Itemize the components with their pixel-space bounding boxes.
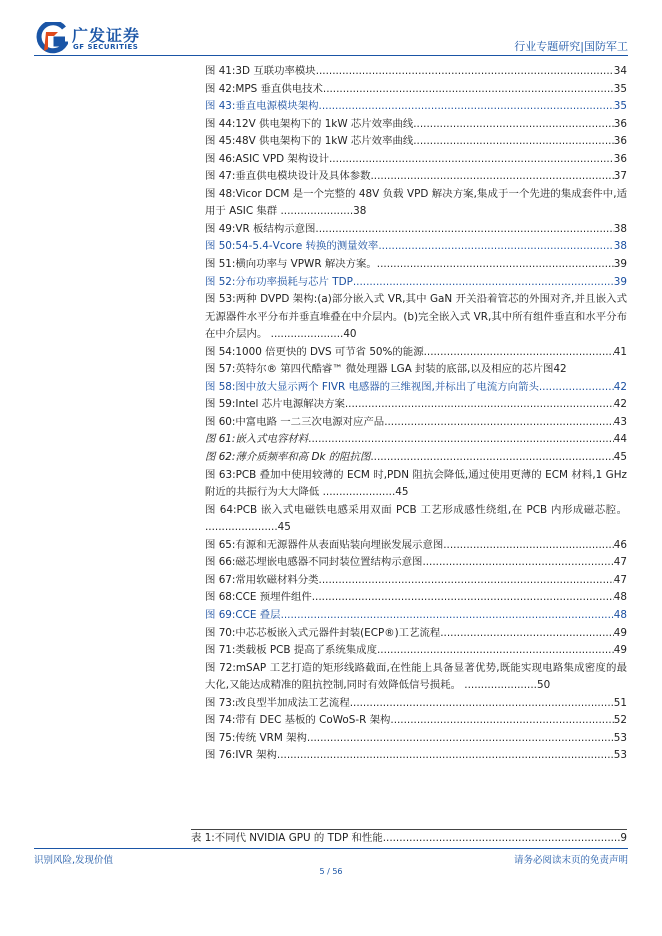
gf-securities-logo bbox=[34, 22, 154, 56]
toc-entry[interactable] bbox=[205, 449, 627, 467]
toc-entry-title: 图 47:垂直供电模块设计及具体参数 bbox=[205, 170, 371, 183]
toc-entry-title: 图 59:Intel 芯片电源解决方案 bbox=[205, 398, 345, 411]
toc-entry-title: 图 54:1000 倍更快的 DVS 可节省 50%的能源 bbox=[205, 345, 424, 358]
toc-leader-dots: ...................... bbox=[267, 328, 344, 341]
toc-leader-dots bbox=[307, 730, 614, 748]
toc-entry-title: 图 68:CCE 预埋件组件 bbox=[205, 591, 312, 604]
toc-entry-title: 图 65:有源和无源器件从表面贴装向埋嵌发展示意图 bbox=[205, 538, 444, 551]
toc-entry-title: 图 48:Vicor DCM 是一个完整的 48V 负载 VPD 解决方案,集成于一个先进的集成套件中,适用于 ASIC 集群 bbox=[205, 187, 627, 218]
toc-entry-title: 图 69:CCE 叠层 bbox=[205, 608, 281, 621]
toc-page-number: 51 bbox=[613, 696, 627, 709]
toc-entry[interactable] bbox=[205, 256, 627, 274]
toc-leader-dots bbox=[350, 695, 614, 713]
page-header bbox=[0, 0, 662, 60]
toc-entry[interactable] bbox=[205, 660, 627, 695]
toc-entry[interactable] bbox=[205, 554, 627, 572]
toc-leader-dots bbox=[413, 116, 614, 134]
toc-page-number: 45 bbox=[613, 451, 627, 464]
footer-disclaimer: 请务必阅读末页的免责声明 bbox=[513, 855, 628, 866]
toc-entry[interactable] bbox=[205, 361, 627, 379]
toc-entry-title: 图 63:PCB 叠加中使用较薄的 ECM 时,PDN 阻抗会降低,通过使用更薄的 ECM 材料,1 GHz 附近的共振行为大大降低 bbox=[205, 468, 627, 499]
toc-page-number: 35 bbox=[613, 100, 627, 113]
toc-page-number: 43 bbox=[613, 415, 627, 428]
toc-entry-title: 图 61:嵌入式电容材料 bbox=[205, 433, 309, 446]
page-number: 5 / 56 bbox=[319, 867, 343, 876]
toc-entry-title: 图 51:横向功率与 VPWR 解决方案。 bbox=[205, 258, 377, 271]
gf-logo-icon bbox=[34, 22, 68, 56]
toc-entry-title: 图 50:54-5.4-Vcore 转换的测量效率 bbox=[205, 240, 379, 253]
toc-entry-title: 图 74:带有 DEC 基板的 CoWoS-R 架构 bbox=[205, 714, 391, 727]
toc-leader-dots: ...................... bbox=[277, 205, 354, 218]
toc-entry[interactable] bbox=[205, 186, 627, 221]
toc-page-number: 49 bbox=[613, 644, 627, 657]
toc-leader-dots bbox=[378, 238, 613, 256]
toc-entry-title: 图 58:图中放大显示两个 FIVR 电感器的三维视图,并标出了电流方向箭头 bbox=[205, 380, 539, 393]
toc-entry-title: 图 75:传统 VRM 架构 bbox=[205, 731, 307, 744]
toc-page-number: 53 bbox=[613, 731, 627, 744]
toc-entry-title: 图 64:PCB 嵌入式电磁铁电感采用双面 PCB 工艺形成感性绕组,在 PCB 内形成磁芯腔。 bbox=[205, 503, 627, 516]
header-divider bbox=[34, 55, 628, 56]
toc-entry[interactable] bbox=[205, 274, 627, 292]
toc-leader-dots: ...................... bbox=[460, 679, 537, 692]
toc-page-number: 53 bbox=[613, 749, 627, 762]
toc-entry-title: 图 42:MPS 垂直供电技术 bbox=[205, 82, 323, 95]
toc-entry-title: 图 45:48V 供电架构下的 1kW 芯片效率曲线 bbox=[205, 135, 414, 148]
toc-leader-dots bbox=[281, 607, 614, 625]
toc-leader-dots bbox=[371, 168, 614, 186]
table-page-number: 9 bbox=[620, 832, 627, 844]
toc-leader-dots bbox=[422, 554, 613, 572]
toc-page-number: 42 bbox=[553, 363, 567, 376]
toc-page-number: 38 bbox=[613, 222, 627, 235]
toc-page-number: 47 bbox=[613, 556, 627, 569]
toc-page-number: 42 bbox=[613, 380, 627, 393]
toc-leader-dots: ...................... bbox=[205, 521, 278, 534]
toc-entry-title: 图 72:mSAP 工艺打造的矩形线路截面,在性能上具备显著优势,既能实现电路集成密度的最大化,又能达成精准的阻抗控制,同时有效降低信号损耗。 bbox=[205, 661, 627, 692]
toc-entry[interactable] bbox=[205, 238, 627, 256]
toc-entry-title: 图 62:薄介质频率和高 Dk 的阻抗图 bbox=[205, 451, 371, 464]
toc-entry-title: 图 70:中芯芯板嵌入式元器件封装(ECP®)工艺流程 bbox=[205, 626, 441, 639]
toc-entry[interactable] bbox=[205, 695, 627, 713]
toc-page-number: 48 bbox=[613, 591, 627, 604]
toc-entry-title: 图 67:常用软磁材料分类 bbox=[205, 573, 319, 586]
toc-leader-dots bbox=[315, 221, 613, 239]
toc-entry-title: 图 76:IVR 架构 bbox=[205, 749, 277, 762]
toc-entry[interactable] bbox=[205, 431, 627, 449]
toc-leader-dots bbox=[316, 63, 614, 81]
toc-page-number: 36 bbox=[613, 135, 627, 148]
toc-entry[interactable] bbox=[205, 116, 627, 134]
toc-entry[interactable] bbox=[205, 414, 627, 432]
toc-leader-dots bbox=[353, 274, 614, 292]
toc-entry[interactable] bbox=[205, 747, 627, 765]
toc-entry[interactable] bbox=[205, 98, 627, 116]
logo-chinese-text: 广发证券 bbox=[72, 26, 141, 45]
toc-entry-title: 图 41:3D 互联功率模块 bbox=[205, 65, 316, 77]
toc-leader-dots bbox=[377, 642, 614, 660]
toc-page-number: 34 bbox=[613, 65, 627, 77]
footer-slogan: 识别风险,发现价值 bbox=[34, 855, 114, 866]
toc-entry[interactable] bbox=[205, 344, 627, 362]
toc-entry[interactable] bbox=[205, 291, 627, 344]
toc-entry[interactable] bbox=[205, 221, 627, 239]
toc-entry[interactable] bbox=[205, 133, 627, 151]
toc-page-number: 38 bbox=[613, 240, 627, 253]
toc-leader-dots bbox=[277, 747, 614, 765]
toc-entry-title: 图 57:英特尔® 第四代酷睿™ 微处理器 LGA 封装的底部,以及相应的芯片图 bbox=[205, 363, 554, 376]
report-category: 行业专题研究|国防军工 bbox=[514, 40, 628, 53]
toc-entry[interactable] bbox=[205, 379, 627, 397]
toc-entry[interactable] bbox=[205, 730, 627, 748]
toc-page-number: 45 bbox=[395, 486, 409, 499]
toc-entry[interactable] bbox=[205, 625, 627, 643]
toc-page-number: 44 bbox=[613, 433, 627, 446]
toc-entry-title: 图 66:磁芯埋嵌电感器不同封装位置结构示意图 bbox=[205, 556, 423, 569]
toc-entry-title: 图 73:改良型半加成法工艺流程 bbox=[205, 696, 350, 709]
toc-entry[interactable] bbox=[205, 502, 627, 537]
toc-page-number: 37 bbox=[613, 170, 627, 183]
toc-entry[interactable] bbox=[205, 168, 627, 186]
toc-leader-dots bbox=[319, 98, 614, 116]
footer-divider bbox=[34, 848, 628, 849]
toc-page-number: 41 bbox=[613, 345, 627, 358]
toc-page-number: 39 bbox=[613, 258, 627, 271]
table-entry[interactable] bbox=[191, 830, 627, 846]
toc-leader-dots bbox=[390, 712, 613, 730]
toc-page-number: 40 bbox=[343, 328, 357, 341]
toc-entry[interactable] bbox=[205, 396, 627, 414]
toc-entry[interactable] bbox=[205, 151, 627, 169]
toc-leader-dots bbox=[323, 81, 614, 99]
table-entry-title: 表 1:不同代 NVIDIA GPU 的 TDP 和性能 bbox=[191, 832, 383, 844]
toc-leader-dots bbox=[319, 572, 614, 590]
toc-leader-dots bbox=[443, 537, 614, 555]
toc-entry[interactable] bbox=[205, 712, 627, 730]
toc-page-number: 45 bbox=[277, 521, 291, 534]
toc-page-number: 36 bbox=[613, 117, 627, 130]
toc-entry-title: 图 46:ASIC VPD 架构设计 bbox=[205, 152, 329, 165]
toc-entry-title: 图 60:中富电路 一二三次电源对应产品 bbox=[205, 415, 385, 428]
toc-page-number: 52 bbox=[613, 714, 627, 727]
toc-leader-dots bbox=[370, 449, 613, 467]
toc-page-number: 50 bbox=[536, 679, 551, 692]
toc-leader-dots bbox=[329, 151, 614, 169]
toc-page-number: 49 bbox=[613, 626, 627, 639]
toc-entry-title: 图 71:类载板 PCB 提高了系统集成度 bbox=[205, 644, 377, 657]
figure-list bbox=[205, 63, 627, 765]
toc-entry[interactable] bbox=[205, 572, 627, 590]
toc-leader-dots bbox=[377, 256, 614, 274]
toc-entry-title: 图 52:分布功率损耗与芯片 TDP bbox=[205, 275, 353, 288]
toc-entry[interactable] bbox=[205, 589, 627, 607]
toc-leader-dots bbox=[413, 133, 614, 151]
toc-entry[interactable] bbox=[205, 81, 627, 99]
toc-leader-dots bbox=[312, 589, 614, 607]
logo-english-text: GF SECURITIES bbox=[73, 43, 139, 51]
toc-leader-dots bbox=[308, 431, 614, 449]
toc-leader-dots bbox=[384, 414, 614, 432]
toc-page-number: 48 bbox=[613, 608, 627, 621]
toc-entry-title: 图 53:两种 DVPD 架构:(a)部分嵌入式 VR,其中 GaN 开关沿着管芯的外围对齐,并且嵌入式无源器件水平分布并垂直堆叠在中介层内。(b)完全嵌入式 VR,其中所有组件垂直和水平分布在中介层内。 bbox=[205, 293, 627, 341]
toc-page-number: 46 bbox=[613, 538, 627, 551]
table-leader-dots bbox=[383, 830, 621, 846]
toc-page-number: 47 bbox=[613, 573, 627, 586]
toc-entry-title: 图 43:垂直电源模块架构 bbox=[205, 100, 319, 113]
toc-page-number: 39 bbox=[613, 275, 627, 288]
toc-page-number: 38 bbox=[353, 205, 367, 218]
toc-leader-dots bbox=[424, 344, 614, 362]
toc-entry[interactable] bbox=[205, 642, 627, 660]
toc-entry-title: 图 49:VR 板结构示意图 bbox=[205, 222, 316, 235]
toc-entry-title: 图 44:12V 供电架构下的 1kW 芯片效率曲线 bbox=[205, 117, 414, 130]
toc-page-number: 42 bbox=[613, 398, 627, 411]
table-list bbox=[191, 829, 627, 846]
toc-leader-dots: ...................... bbox=[319, 486, 396, 499]
toc-page-number: 35 bbox=[613, 82, 627, 95]
toc-entry[interactable] bbox=[205, 467, 627, 502]
toc-entry[interactable] bbox=[205, 537, 627, 555]
toc-entry[interactable] bbox=[205, 607, 627, 625]
toc-page-number: 36 bbox=[613, 152, 627, 165]
toc-entry[interactable] bbox=[205, 63, 627, 81]
toc-leader-dots bbox=[440, 625, 614, 643]
toc-leader-dots bbox=[539, 379, 614, 397]
toc-leader-dots bbox=[345, 396, 614, 414]
